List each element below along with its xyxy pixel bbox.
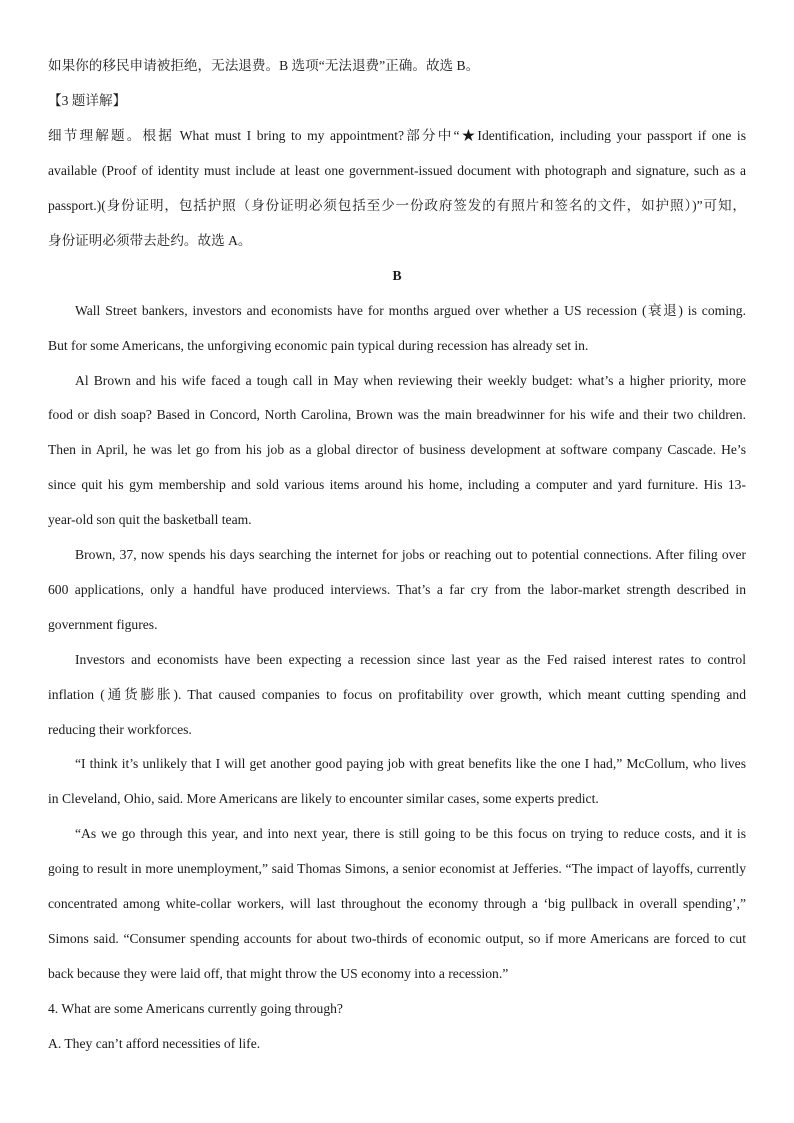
text-line: 4. What are some Americans currently going through?	[48, 1001, 343, 1016]
text-line: inflation (通货膨胀). That caused companies to focus on profitability over growth, which meant cutting spending and	[48, 687, 746, 702]
text-line: Brown, 37, now spends his days searching the internet for jobs or reaching out to potential connections. After filing over	[75, 547, 746, 562]
text-line: year-old son quit the basketball team.	[48, 512, 252, 527]
text-line: “I think it’s unlikely that I will get another good paying job with great benefits like the one I had,” McCollum, who lives	[75, 756, 746, 771]
text-line: passport.)(身份证明，包括护照（身份证明必须包括至少一份政府签发的有照片和签名的文件，如护照）)”可知，	[48, 198, 746, 213]
text-line: Investors and economists have been expecting a recession since last year as the Fed raised interest rates to control	[75, 652, 746, 667]
text-line: 【3 题详解】	[48, 93, 127, 108]
text-line: concentrated among white-collar workers, will last throughout the economy through a ‘big pullback in overall spending’,”	[48, 896, 746, 911]
text-line: 身份证明必须带去赴约。故选 A。	[48, 233, 252, 248]
text-line: Wall Street bankers, investors and economists have for months argued over whether a US recession (衰退) is coming.	[75, 303, 746, 318]
text-line: since quit his gym membership and sold various items around his home, including a computer and yard furniture. His 13-	[48, 477, 746, 492]
text-line: Simons said. “Consumer spending accounts for about two-thirds of economic output, so if more Americans are forced to cut	[48, 931, 746, 946]
text-line: 细节理解题。根据 What must I bring to my appointment?部分中“★Identification, including your passport if one is	[48, 128, 746, 143]
text-line: A. They can’t afford necessities of life.	[48, 1036, 261, 1051]
text-line: in Cleveland, Ohio, said. More Americans are likely to encounter similar cases, some experts predict.	[48, 791, 599, 806]
text-line: food or dish soap? Based in Concord, North Carolina, Brown was the main breadwinner for his wife and their two children.	[48, 407, 746, 422]
text-line: 600 applications, only a handful have produced interviews. That’s a far cry from the labor-market strength described in	[48, 582, 746, 597]
section-heading: B	[392, 268, 402, 283]
text-line: “As we go through this year, and into next year, there is still going to be this focus on trying to reduce costs, and it is	[75, 826, 746, 841]
text-line: government figures.	[48, 617, 158, 632]
text-line: going to result in more unemployment,” said Thomas Simons, a senior economist at Jefferies. “The impact of layoffs, currently	[48, 861, 746, 876]
text-line: reducing their workforces.	[48, 722, 192, 737]
text-line: back because they were laid off, that might throw the US economy into a recession.”	[48, 966, 509, 981]
text-line: 如果你的移民申请被拒绝，无法退费。B 选项“无法退费”正确。故选 B。	[48, 58, 480, 73]
text-line: Then in April, he was let go from his job as a global director of business development at software company Cascade. He’s	[48, 442, 746, 457]
text-line: available (Proof of identity must include at least one government-issued document with photograph and signature, such as a	[48, 163, 746, 178]
text-line: Al Brown and his wife faced a tough call in May when reviewing their weekly budget: what’s a higher priority, more	[75, 373, 746, 388]
text-line: But for some Americans, the unforgiving economic pain typical during recession has already set in.	[48, 338, 589, 353]
